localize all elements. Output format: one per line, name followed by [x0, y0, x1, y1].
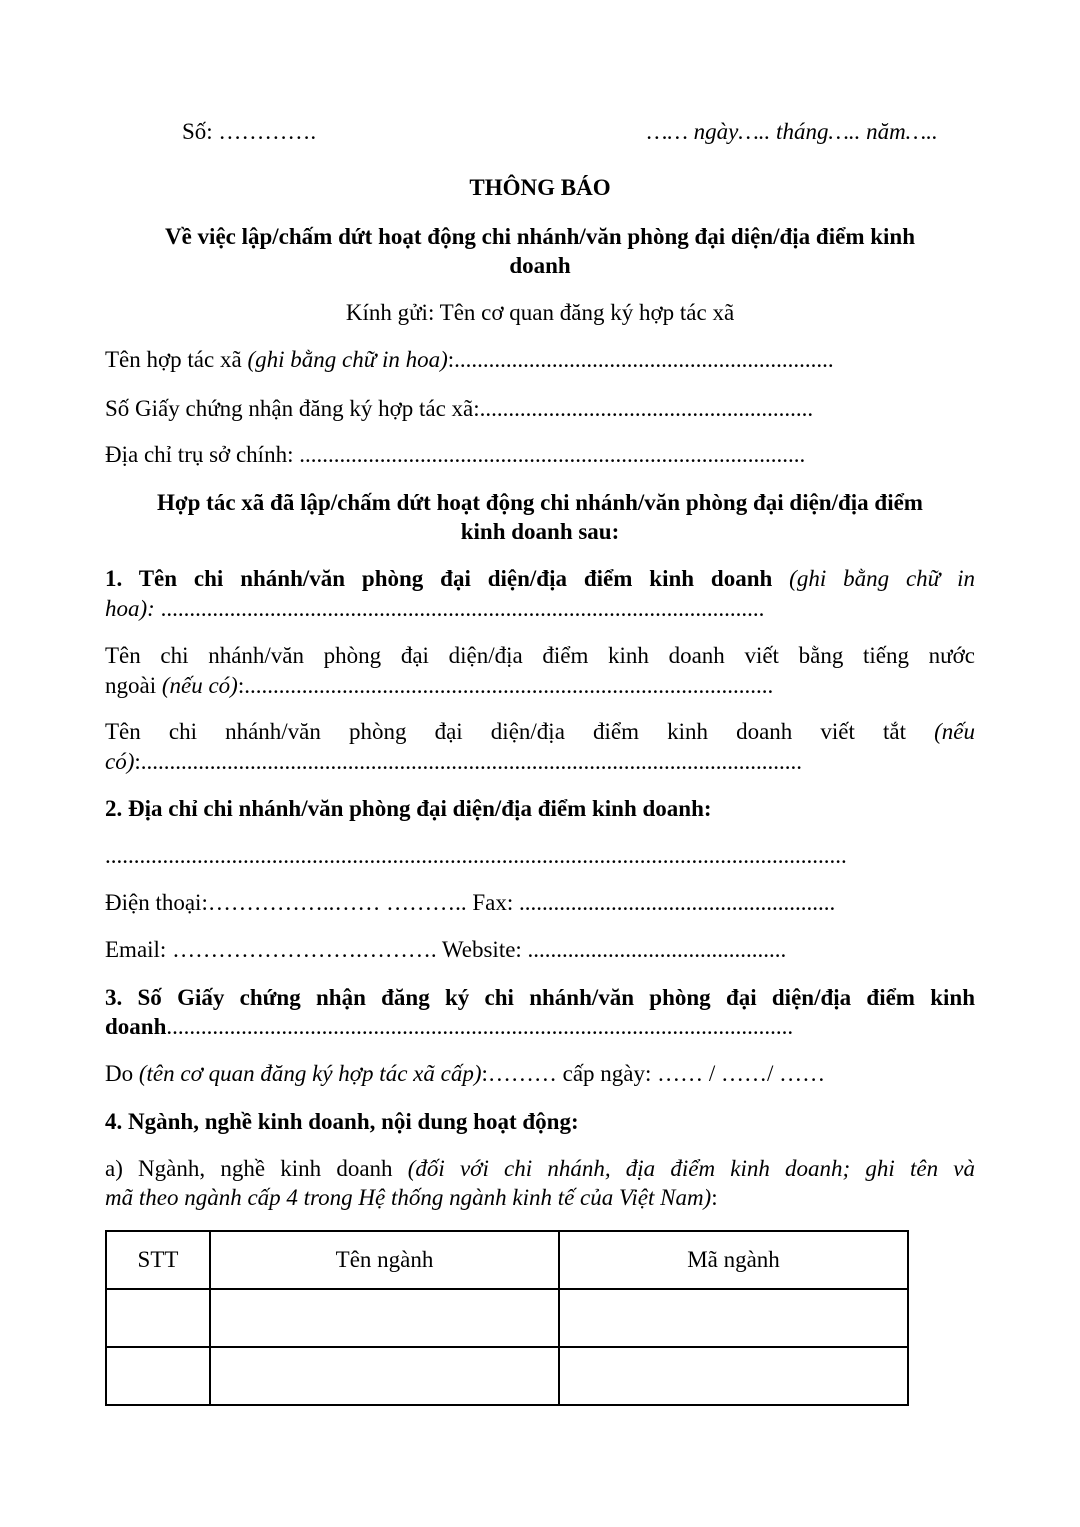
- cooperative-name-field: [105, 345, 975, 375]
- table-header-stt: STT: [106, 1231, 210, 1289]
- table-row: [106, 1347, 908, 1405]
- issued-date-text: :……… cấp ngày: …… / ……/ ……: [481, 1061, 826, 1086]
- cooperative-name-dots: :..................................................................: [447, 347, 834, 372]
- item4a-line2: [105, 1183, 975, 1213]
- abbr-name-hint-cont: có): [105, 749, 135, 774]
- item4a-end: :: [711, 1185, 718, 1210]
- table-row: [106, 1289, 908, 1347]
- foreign-name-prefix: ngoài: [105, 673, 162, 698]
- abbr-name-hint: (nếu: [906, 719, 975, 744]
- table-cell[interactable]: [559, 1289, 908, 1347]
- foreign-name-line1: Tên chi nhánh/văn phòng đại diện/địa điểm kinh doanh viết bằng tiếng nước: [105, 643, 975, 668]
- table-header-row: [106, 1231, 908, 1289]
- business-lines-table: [105, 1230, 909, 1406]
- table-cell[interactable]: [210, 1347, 559, 1405]
- section-intro-line1: Hợp tác xã đã lập/chấm dứt hoạt động chi nhánh/văn phòng đại diện/địa điểm: [157, 490, 923, 515]
- document-subtitle-line1: Về việc lập/chấm dứt hoạt động chi nhánh/văn phòng đại diện/địa điểm kinh: [164, 224, 915, 249]
- table-header-ten-nganh: Tên ngành: [210, 1231, 559, 1289]
- foreign-name-dots: :............................................................................................: [237, 673, 774, 698]
- head-office-address-field: Địa chỉ trụ sở chính: ........................................................................................: [105, 442, 806, 467]
- item4a-line1: [105, 1154, 975, 1184]
- item3-heading-line1: 3. Số Giấy chứng nhận đăng ký chi nhánh/văn phòng đại diện/địa điểm kinh: [105, 985, 975, 1010]
- foreign-name-hint: (nếu có): [161, 673, 238, 698]
- abbr-name-line1: [105, 717, 975, 747]
- section-intro-line2: kinh doanh sau:: [460, 519, 620, 544]
- item4a-hint-cont: mã theo ngành cấp 4 trong Hệ thống ngành kinh tế của Việt Nam): [105, 1185, 712, 1210]
- table-cell[interactable]: [559, 1347, 908, 1405]
- abbr-name-text: Tên chi nhánh/văn phòng đại diện/địa điểm kinh doanh viết tắt: [105, 719, 907, 744]
- issued-by-prefix: Do: [105, 1061, 139, 1086]
- issued-by-hint: (tên cơ quan đăng ký hợp tác xã cấp): [138, 1061, 482, 1086]
- cooperative-name-hint: (ghi bằng chữ in hoa): [247, 347, 448, 372]
- item4a-text: a) Ngành, nghề kinh doanh: [105, 1156, 408, 1181]
- table-cell[interactable]: [106, 1347, 210, 1405]
- phone-fax-field: Điện thoại:……………..…… ……….. Fax: .......................................................: [105, 890, 836, 915]
- item1-heading-text: 1. Tên chi nhánh/văn phòng đại diện/địa điểm kinh doanh: [105, 566, 773, 591]
- cooperative-name-label: Tên hợp tác xã: [105, 347, 248, 372]
- item1-hint-cont: hoa):: [105, 596, 155, 621]
- item4-heading: 4. Ngành, nghề kinh doanh, nội dung hoạt động:: [105, 1109, 579, 1134]
- item1-heading: [105, 564, 975, 594]
- abbr-name-dots: :...................................................................................................................: [134, 749, 803, 774]
- item1-line2: [105, 594, 975, 624]
- email-website-field: Email: …………………….………. Website: .............................................: [105, 937, 787, 962]
- item3-heading-line2: [105, 1012, 975, 1042]
- item2-address-dots: .................................................................................................................................: [105, 843, 847, 868]
- item2-heading: 2. Địa chỉ chi nhánh/văn phòng đại diện/địa điểm kinh doanh:: [105, 796, 712, 821]
- document-date: …… ngày….. tháng….. năm…..: [647, 119, 938, 144]
- table-cell[interactable]: [106, 1289, 210, 1347]
- addressee: Kính gửi: Tên cơ quan đăng ký hợp tác xã: [345, 300, 735, 325]
- item3-dots: .............................................................................................................: [166, 1014, 794, 1039]
- table-header-ma-nganh: Mã ngành: [559, 1231, 908, 1289]
- document-number: Số: ………….: [182, 119, 317, 144]
- document-title: THÔNG BÁO: [469, 175, 611, 200]
- foreign-name-line2: [105, 671, 975, 701]
- item3-heading-cont: doanh: [105, 1014, 167, 1039]
- item1-hint: (ghi bằng chữ in: [772, 566, 975, 591]
- abbr-name-line2: [105, 747, 975, 777]
- issued-by-field: [105, 1059, 975, 1089]
- item4a-hint: (đối với chi nhánh, địa điểm kinh doanh; ghi tên và: [407, 1156, 975, 1181]
- table-cell[interactable]: [210, 1289, 559, 1347]
- document-subtitle-line2: doanh: [509, 253, 571, 278]
- item1-dots: .........................................................................................................: [154, 596, 765, 621]
- registration-number-field: Số Giấy chứng nhận đăng ký hợp tác xã:..........................................................: [105, 396, 814, 421]
